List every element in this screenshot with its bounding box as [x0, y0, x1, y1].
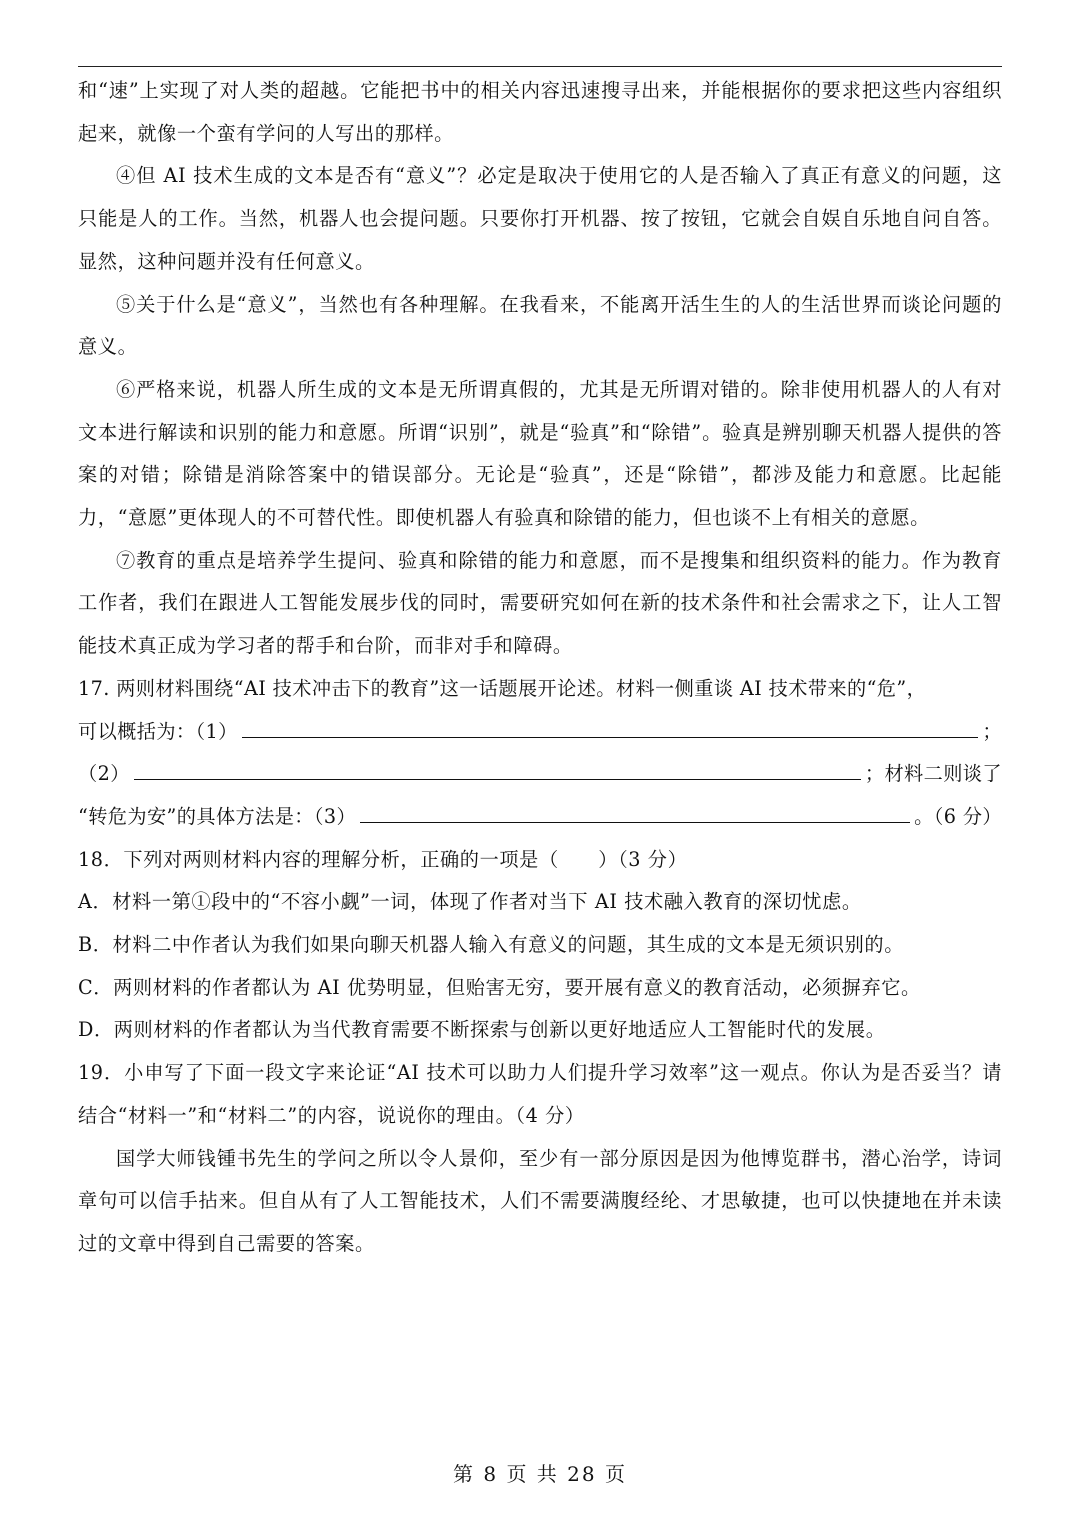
header-rule: [78, 66, 1002, 67]
paragraph-5: ⑤关于什么是“意义”，当然也有各种理解。在我看来，不能离开活生生的人的生活世界而谈论问题的意义。: [78, 292, 1002, 359]
question-18: [78, 839, 1002, 1053]
page-content: [78, 70, 1002, 1266]
paragraph-continuation: 和“速”上实现了对人类的超越。它能把书中的相关内容迅速搜寻出来，并能根据你的要求把这些内容组织起来，就像一个蛮有学问的人写出的那样。: [78, 79, 1002, 145]
q18-stem: 18．下列对两则材料内容的理解分析，正确的一项是（ ）（3 分）: [78, 847, 688, 871]
q17-answer-blank-3[interactable]: [360, 798, 910, 823]
q17-blank1-label: 可以概括为：（1）: [78, 719, 238, 743]
q17-line-3: [78, 753, 1002, 796]
q17-line-4: [78, 796, 1002, 839]
q18-option-d[interactable]: D．两则材料的作者都认为当代教育需要不断探索与创新以更好地适应人工智能时代的发展。: [78, 1018, 886, 1042]
q17-blank2-label: （2）: [78, 762, 130, 786]
paragraph-7: ⑦教育的重点是培养学生提问、验真和除错的能力和意愿，而不是搜集和组织资料的能力。作为教育工作者，我们在跟进人工智能发展步伐的同时，需要研究如何在新的技术条件和社会需求之下，让人工智能技术真正成为学习者的帮手和台阶，而非对手和障碍。: [78, 548, 1002, 658]
question-19: [78, 1052, 1002, 1266]
q17-blank3-label: “转危为安”的具体方法是：（3）: [78, 804, 357, 828]
question-17: [78, 668, 1002, 839]
q17-blank2-suffix: ；材料二则谈了: [864, 762, 1002, 786]
q18-option-c[interactable]: C．两则材料的作者都认为 AI 优势明显，但贻害无穷，要开展有意义的教育活动，必须摒弃它。: [78, 975, 921, 999]
q17-answer-blank-2[interactable]: [134, 755, 861, 780]
q18-option-b[interactable]: B．材料二中作者认为我们如果向聊天机器人输入有意义的问题，其生成的文本是无须识别的。: [78, 933, 904, 956]
q19-passage: 国学大师钱锺书先生的学问之所以令人景仰，至少有一部分原因是因为他博览群书，潜心治学，诗词章句可以信手拈来。但自从有了人工智能技术，人们不需要满腹经纶、才思敏捷，也可以快捷地在并未读过的文章中得到自己需要的答案。: [78, 1146, 1002, 1255]
q17-answer-blank-1[interactable]: [242, 713, 979, 738]
q17-stem: 17. 两则材料围绕“AI 技术冲击下的教育”这一话题展开论述。材料一侧重谈 AI 技术带来的“危”，: [78, 676, 927, 700]
q17-blank1-suffix: ；: [982, 719, 1002, 743]
page-number: 第 8 页 共 28 页: [453, 1462, 627, 1486]
q17-line-2: [78, 711, 1002, 754]
q17-score: 。（6 分）: [914, 804, 1002, 828]
q17-line-1: [78, 668, 1002, 711]
q18-option-a[interactable]: A．材料一第①段中的“不容小觑”一词，体现了作者对当下 AI 技术融入教育的深切忧虑。: [78, 890, 862, 914]
paragraph-4: ④但 AI 技术生成的文本是否有“意义”？必定是取决于使用它的人是否输入了真正有意义的问题，这只能是人的工作。当然，机器人也会提问题。只要你打开机器、按了按钮，它就会自娱自乐地自问自答。显然，这种问题并没有任何意义。: [78, 164, 1002, 273]
q19-stem: 19．小申写了下面一段文字来论证“AI 技术可以助力人们提升学习效率”这一观点。你认为是否妥当？请结合“材料一”和“材料二”的内容，说说你的理由。（4 分）: [78, 1061, 1002, 1127]
paragraph-6: ⑥严格来说，机器人所生成的文本是无所谓真假的，尤其是无所谓对错的。除非使用机器人的人有对文本进行解读和识别的能力和意愿。所谓“识别”，就是“验真”和“除错”。验真是辨别聊天机器人提供的答案的对错；除错是消除答案中的错误部分。无论是“验真”，还是“除错”，都涉及能力和意愿。比起能力，“意愿”更体现人的不可替代性。即使机器人有验真和除错的能力，但也谈不上有相关的意愿。: [78, 377, 1002, 530]
